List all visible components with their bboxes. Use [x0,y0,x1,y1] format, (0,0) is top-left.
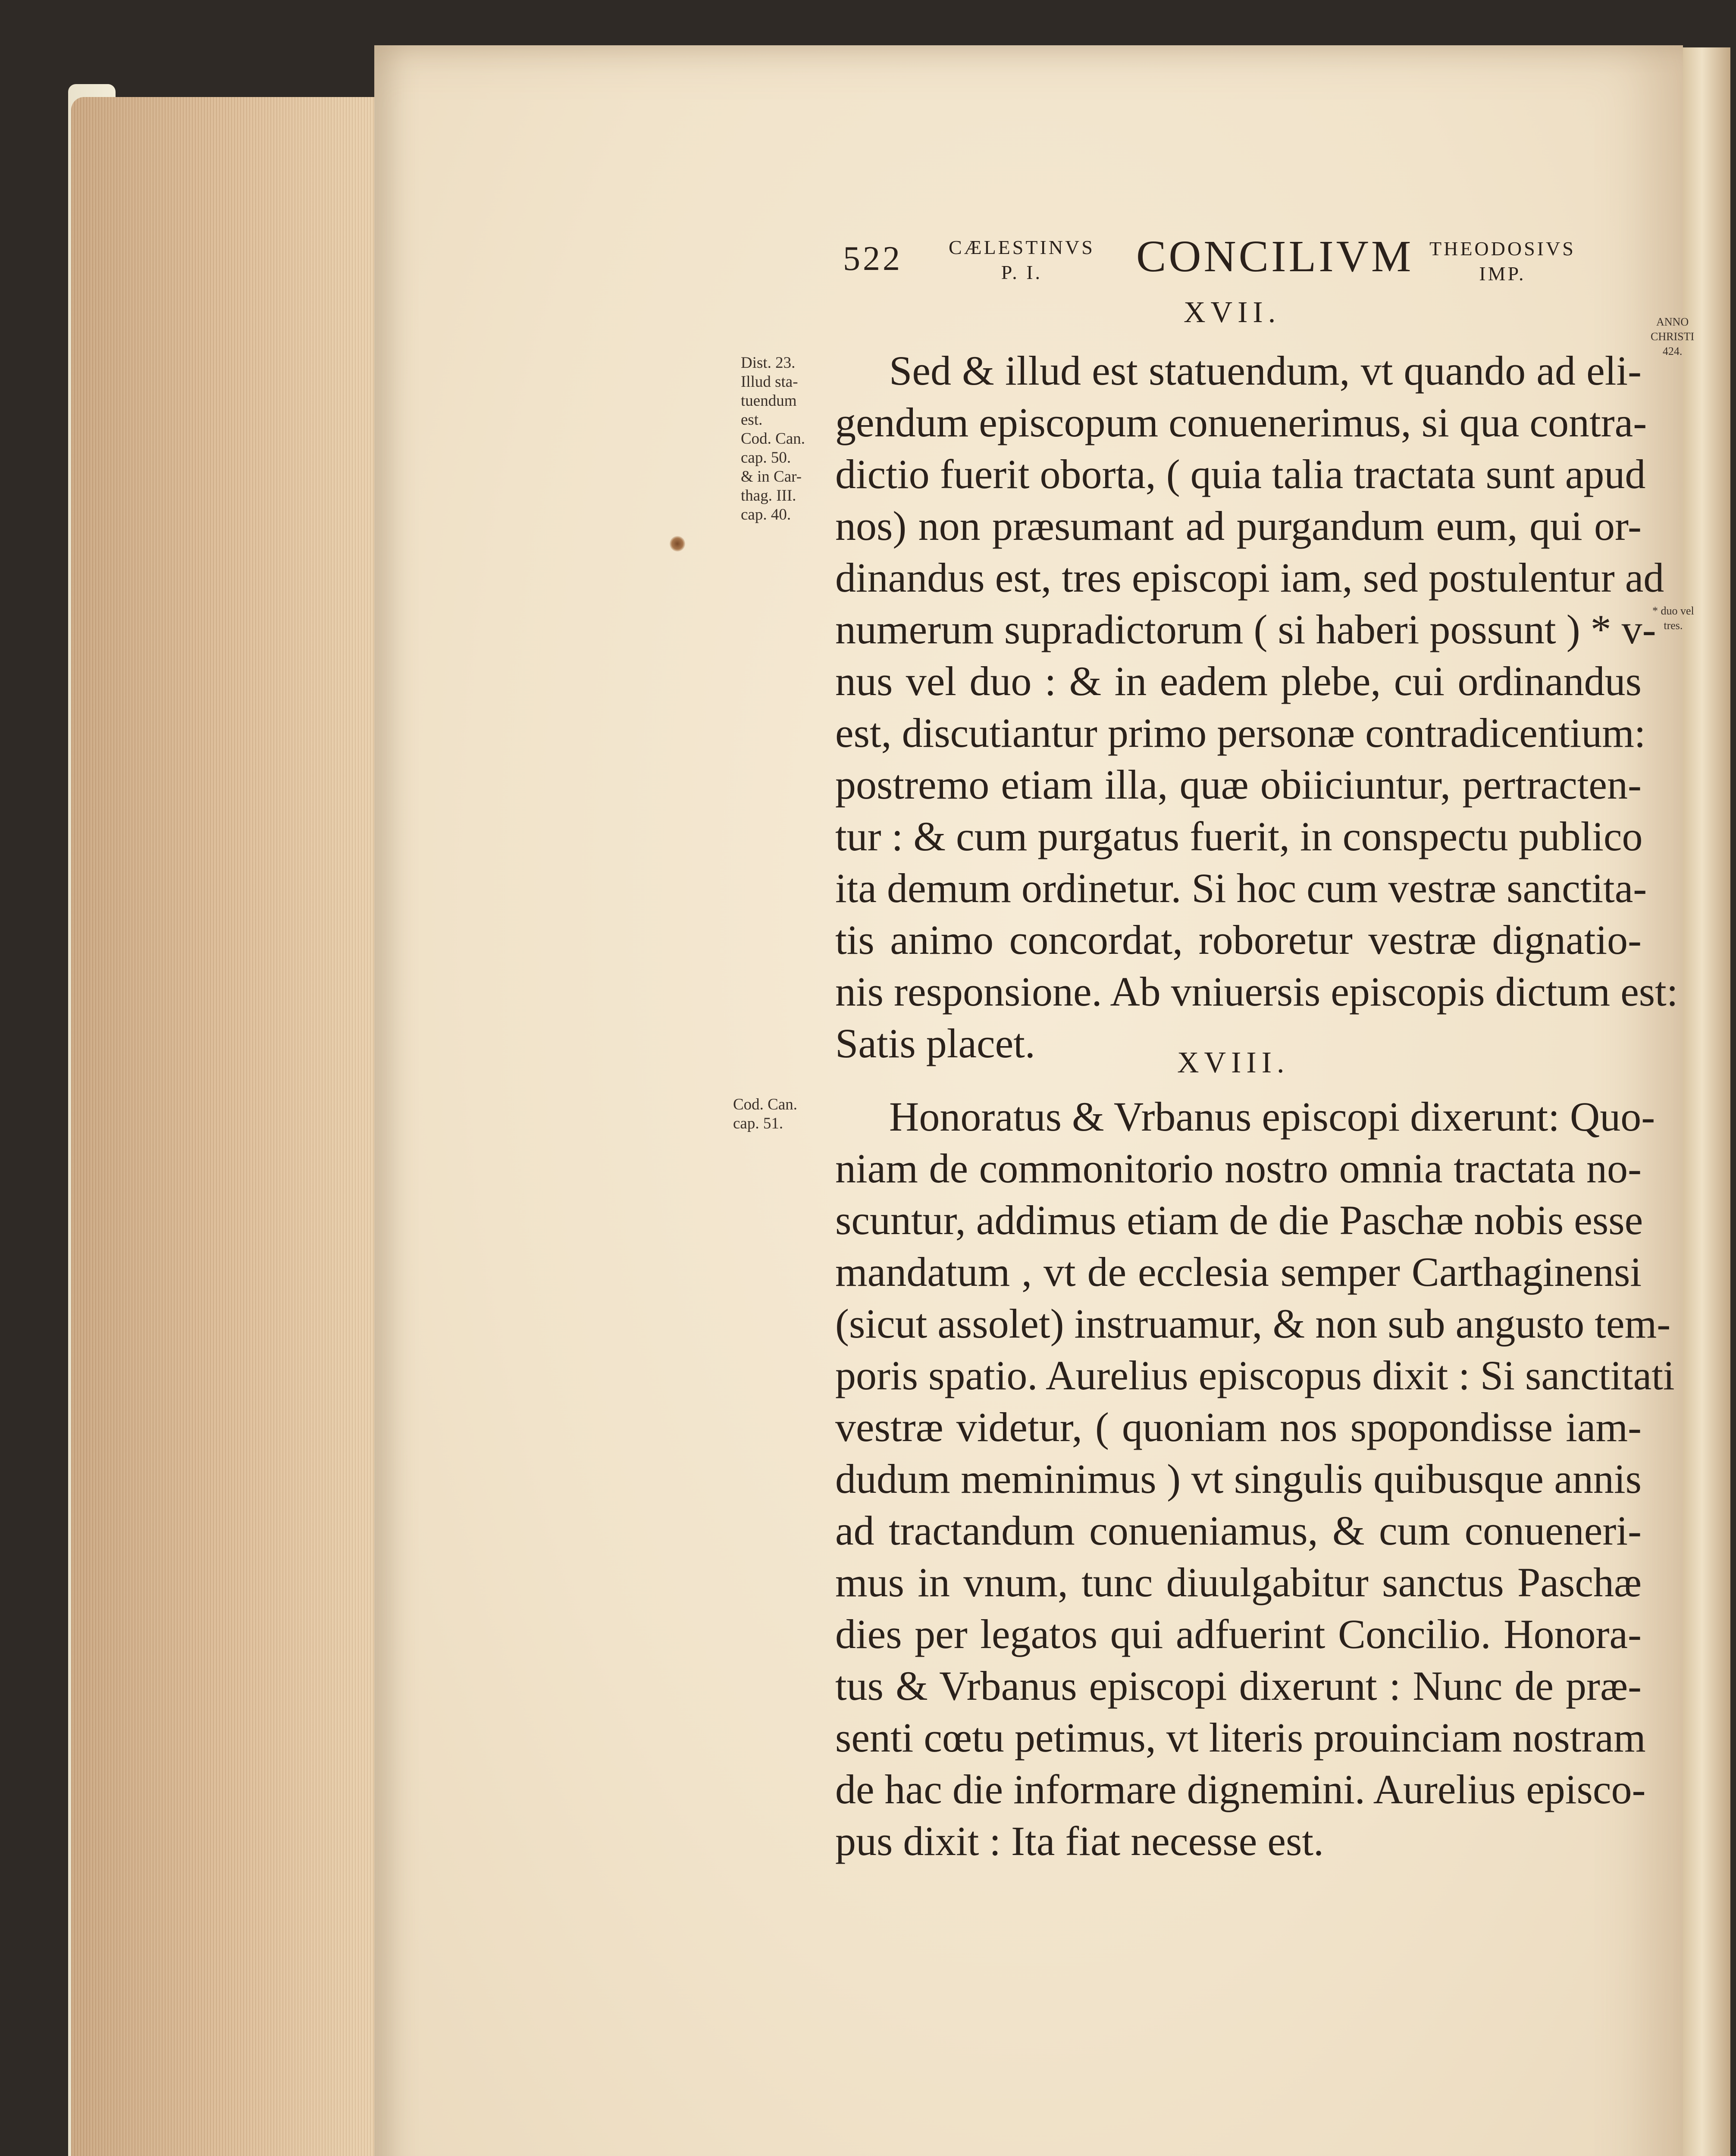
text-line: pus dixit : Ita fiat necesse est. [835,1818,1324,1864]
section-number-17: XVII. [1184,296,1281,329]
text-line: est, discutiantur primo personæ contradicentium: [835,710,1646,756]
text-line: poris spatio. Aurelius episcopus dixit : Si sanctitati [835,1352,1675,1398]
page-edges [71,97,382,2156]
text-line: mandatum , vt de ecclesia semper Carthaginensi [835,1249,1642,1295]
running-head-left-top: CÆLESTINVS [949,236,1095,258]
variant-note-line: tres. [1664,619,1683,632]
text-line: tus & Vrbanus episcopi dixerunt : Nunc de præ- [835,1663,1642,1709]
text-line: nos) non præsumant ad purgandum eum, qui or- [835,503,1642,549]
running-head-left [949,235,1095,285]
variant-note-line: * duo vel [1652,605,1694,617]
text-line: dies per legatos qui adfuerint Concilio. Honora- [835,1611,1642,1657]
text-line: (sicut assolet) instruamur, & non sub angusto tem- [835,1300,1671,1347]
year-margin-note [1651,315,1694,359]
text-line: Honoratus & Vrbanus episcopi dixerunt: Quo- [889,1094,1655,1140]
text-line: senti cœtu petimus, vt literis prouinciam nostram [835,1714,1646,1761]
text-line: scuntur, addimus etiam de die Paschæ nobis esse [835,1197,1643,1243]
margin-note-line: Dist. 23. [741,354,796,372]
text-line: ad tractandum conueniamus, & cum conueneri- [835,1507,1642,1554]
ink-stain [670,536,685,552]
text-line: vestræ videtur, ( quoniam nos spopondisse iam- [835,1404,1642,1450]
margin-note-line: Cod. Can. [733,1096,798,1113]
margin-note-line: & in Car- [741,468,802,486]
facing-page-edge [1683,47,1730,2156]
text-line: mus in vnum, tunc diuulgabitur sanctus Paschæ [835,1559,1642,1605]
margin-note-18 [733,1095,797,1133]
running-head-left-bottom: P. I. [1001,261,1043,283]
text-line: dictio fuerit oborta, ( quia talia tractata sunt apud [835,451,1646,497]
text-line: niam de commonitorio nostro omnia tractata no- [835,1145,1642,1191]
margin-note-line: tuendum [741,392,797,410]
margin-note-line: thag. III. [741,487,796,505]
year-note-line: CHRISTI [1651,330,1695,343]
margin-note-17 [741,354,805,524]
section-number-18: XVIII. [1177,1046,1290,1079]
text-line: ita demum ordinetur. Si hoc cum vestræ sanctita- [835,865,1647,911]
running-head-right-bottom: IMP. [1479,263,1526,285]
section-18-text [835,1091,1675,1867]
text-line: de hac die informare dignemini. Aurelius episco- [835,1766,1646,1812]
margin-note-line: cap. 40. [741,506,791,523]
text-line: nis responsione. Ab vniuersis episcopis dictum est: [835,968,1678,1015]
running-head-right-top: THEODOSIVS [1429,238,1576,260]
text-line: dinandus est, tres episcopi iam, sed postulentur ad [835,555,1664,601]
text-line: Sed & illud est statuendum, vt quando ad eli- [889,348,1642,394]
variant-reading-note [1652,604,1694,633]
page-number: 522 [843,240,902,278]
text-line: Satis placet. [835,1020,1035,1066]
margin-note-line: cap. 50. [741,449,791,467]
text-line: tis animo concordat, roboretur vestræ dignatio- [835,917,1642,963]
text-line: tur : & cum purgatus fuerit, in conspectu publico [835,813,1643,859]
running-head-title: CONCILIVM [1136,232,1414,281]
margin-note-line: Illud sta- [741,373,798,391]
running-head-right [1429,236,1576,286]
text-line: numerum supradictorum ( si haberi possunt ) * v- [835,606,1656,652]
year-note-line: ANNO [1656,316,1689,328]
margin-note-line: Cod. Can. [741,430,805,448]
margin-note-line: est. [741,411,763,429]
text-line: nus vel duo : & in eadem plebe, cui ordinandus [835,658,1642,704]
text-line: gendum episcopum conuenerimus, si qua contra- [835,399,1647,445]
text-line: dudum meminimus ) vt singulis quibusque annis [835,1456,1642,1502]
year-note-line: 424. [1662,345,1683,357]
text-line: postremo etiam illa, quæ obiiciuntur, pertracten- [835,761,1642,808]
margin-note-line: cap. 51. [733,1115,783,1132]
